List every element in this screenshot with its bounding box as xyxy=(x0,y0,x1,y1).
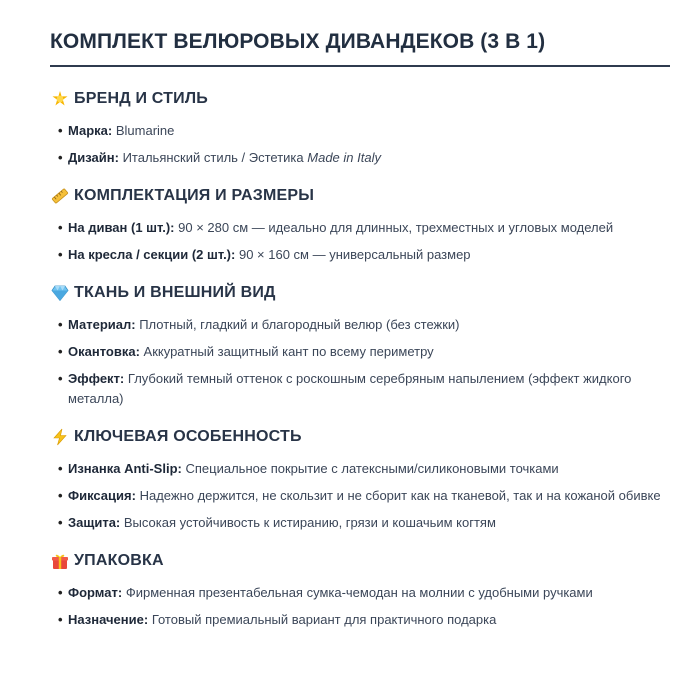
list-item xyxy=(58,583,668,603)
lightning-icon xyxy=(50,427,70,447)
item-italic: Made in Italy xyxy=(307,150,381,165)
section-kit-sizes xyxy=(50,186,670,265)
section-heading: ТКАНЬ И ВНЕШНИЙ ВИД xyxy=(50,283,670,303)
item-key: На диван (1 шт.): xyxy=(68,220,175,235)
item-key: Фиксация: xyxy=(68,488,136,503)
item-text: Фирменная презентабельная сумка-чемодан на молнии с удобными ручками xyxy=(125,585,593,600)
list xyxy=(50,583,670,630)
item-text: Надежно держится, не скользит и не сборит как на тканевой, так и на кожаной обивке xyxy=(139,488,661,503)
list-item xyxy=(58,148,668,168)
item-key: Дизайн: xyxy=(68,150,119,165)
gem-icon xyxy=(50,283,70,303)
item-text: Глубокий темный оттенок с роскошным серебряным напылением (эффект жидкого металла) xyxy=(68,371,632,406)
item-key: Эффект: xyxy=(68,371,125,386)
list-item xyxy=(58,486,668,506)
list-item xyxy=(58,513,668,533)
item-text: Плотный, гладкий и благородный велюр (без стежки) xyxy=(139,317,460,332)
title-divider xyxy=(50,65,670,67)
item-text: 90 × 280 см — идеально для длинных, трехместных и угловых моделей xyxy=(178,220,614,235)
item-key: Формат: xyxy=(68,585,123,600)
star-icon xyxy=(50,89,70,109)
section-key-feature xyxy=(50,427,670,533)
item-key: Окантовка: xyxy=(68,344,140,359)
item-text: Blumarine xyxy=(115,123,175,138)
list xyxy=(50,218,670,265)
section-heading: КЛЮЧЕВАЯ ОСОБЕННОСТЬ xyxy=(50,427,670,447)
list-item xyxy=(58,315,668,335)
list xyxy=(50,459,670,533)
list-item xyxy=(58,218,668,238)
gift-icon xyxy=(50,551,70,571)
section-heading: УПАКОВКА xyxy=(50,551,670,571)
item-text: Готовый премиальный вариант для практичного подарка xyxy=(151,612,497,627)
list-item xyxy=(58,369,668,409)
section-fabric-look xyxy=(50,283,670,409)
list-item xyxy=(58,459,668,479)
item-text: Специальное покрытие с латексными/силиконовыми точками xyxy=(185,461,559,476)
item-text: 90 × 160 см — универсальный размер xyxy=(238,247,471,262)
section-heading: КОМПЛЕКТАЦИЯ И РАЗМЕРЫ xyxy=(50,186,670,206)
item-text: Итальянский стиль / Эстетика xyxy=(122,150,304,165)
list xyxy=(50,121,670,168)
list xyxy=(50,315,670,409)
item-key: Изнанка Anti-Slip: xyxy=(68,461,182,476)
item-text: Аккуратный защитный кант по всему периметру xyxy=(143,344,434,359)
ruler-icon xyxy=(50,186,70,206)
list-item xyxy=(58,245,668,265)
item-key: На кресла / секции (2 шт.): xyxy=(68,247,236,262)
section-brand-style xyxy=(50,89,670,168)
list-item xyxy=(58,610,668,630)
item-text: Высокая устойчивость к истиранию, грязи и кошачьим когтям xyxy=(123,515,496,530)
item-key: Назначение: xyxy=(68,612,149,627)
item-key: Защита: xyxy=(68,515,121,530)
section-heading: БРЕНД И СТИЛЬ xyxy=(50,89,670,109)
list-item xyxy=(58,342,668,362)
section-packaging xyxy=(50,551,670,630)
item-key: Материал: xyxy=(68,317,136,332)
page-title: КОМПЛЕКТ ВЕЛЮРОВЫХ ДИВАНДЕКОВ (3 В 1) xyxy=(50,30,546,53)
list-item xyxy=(58,121,668,141)
item-key: Марка: xyxy=(68,123,113,138)
